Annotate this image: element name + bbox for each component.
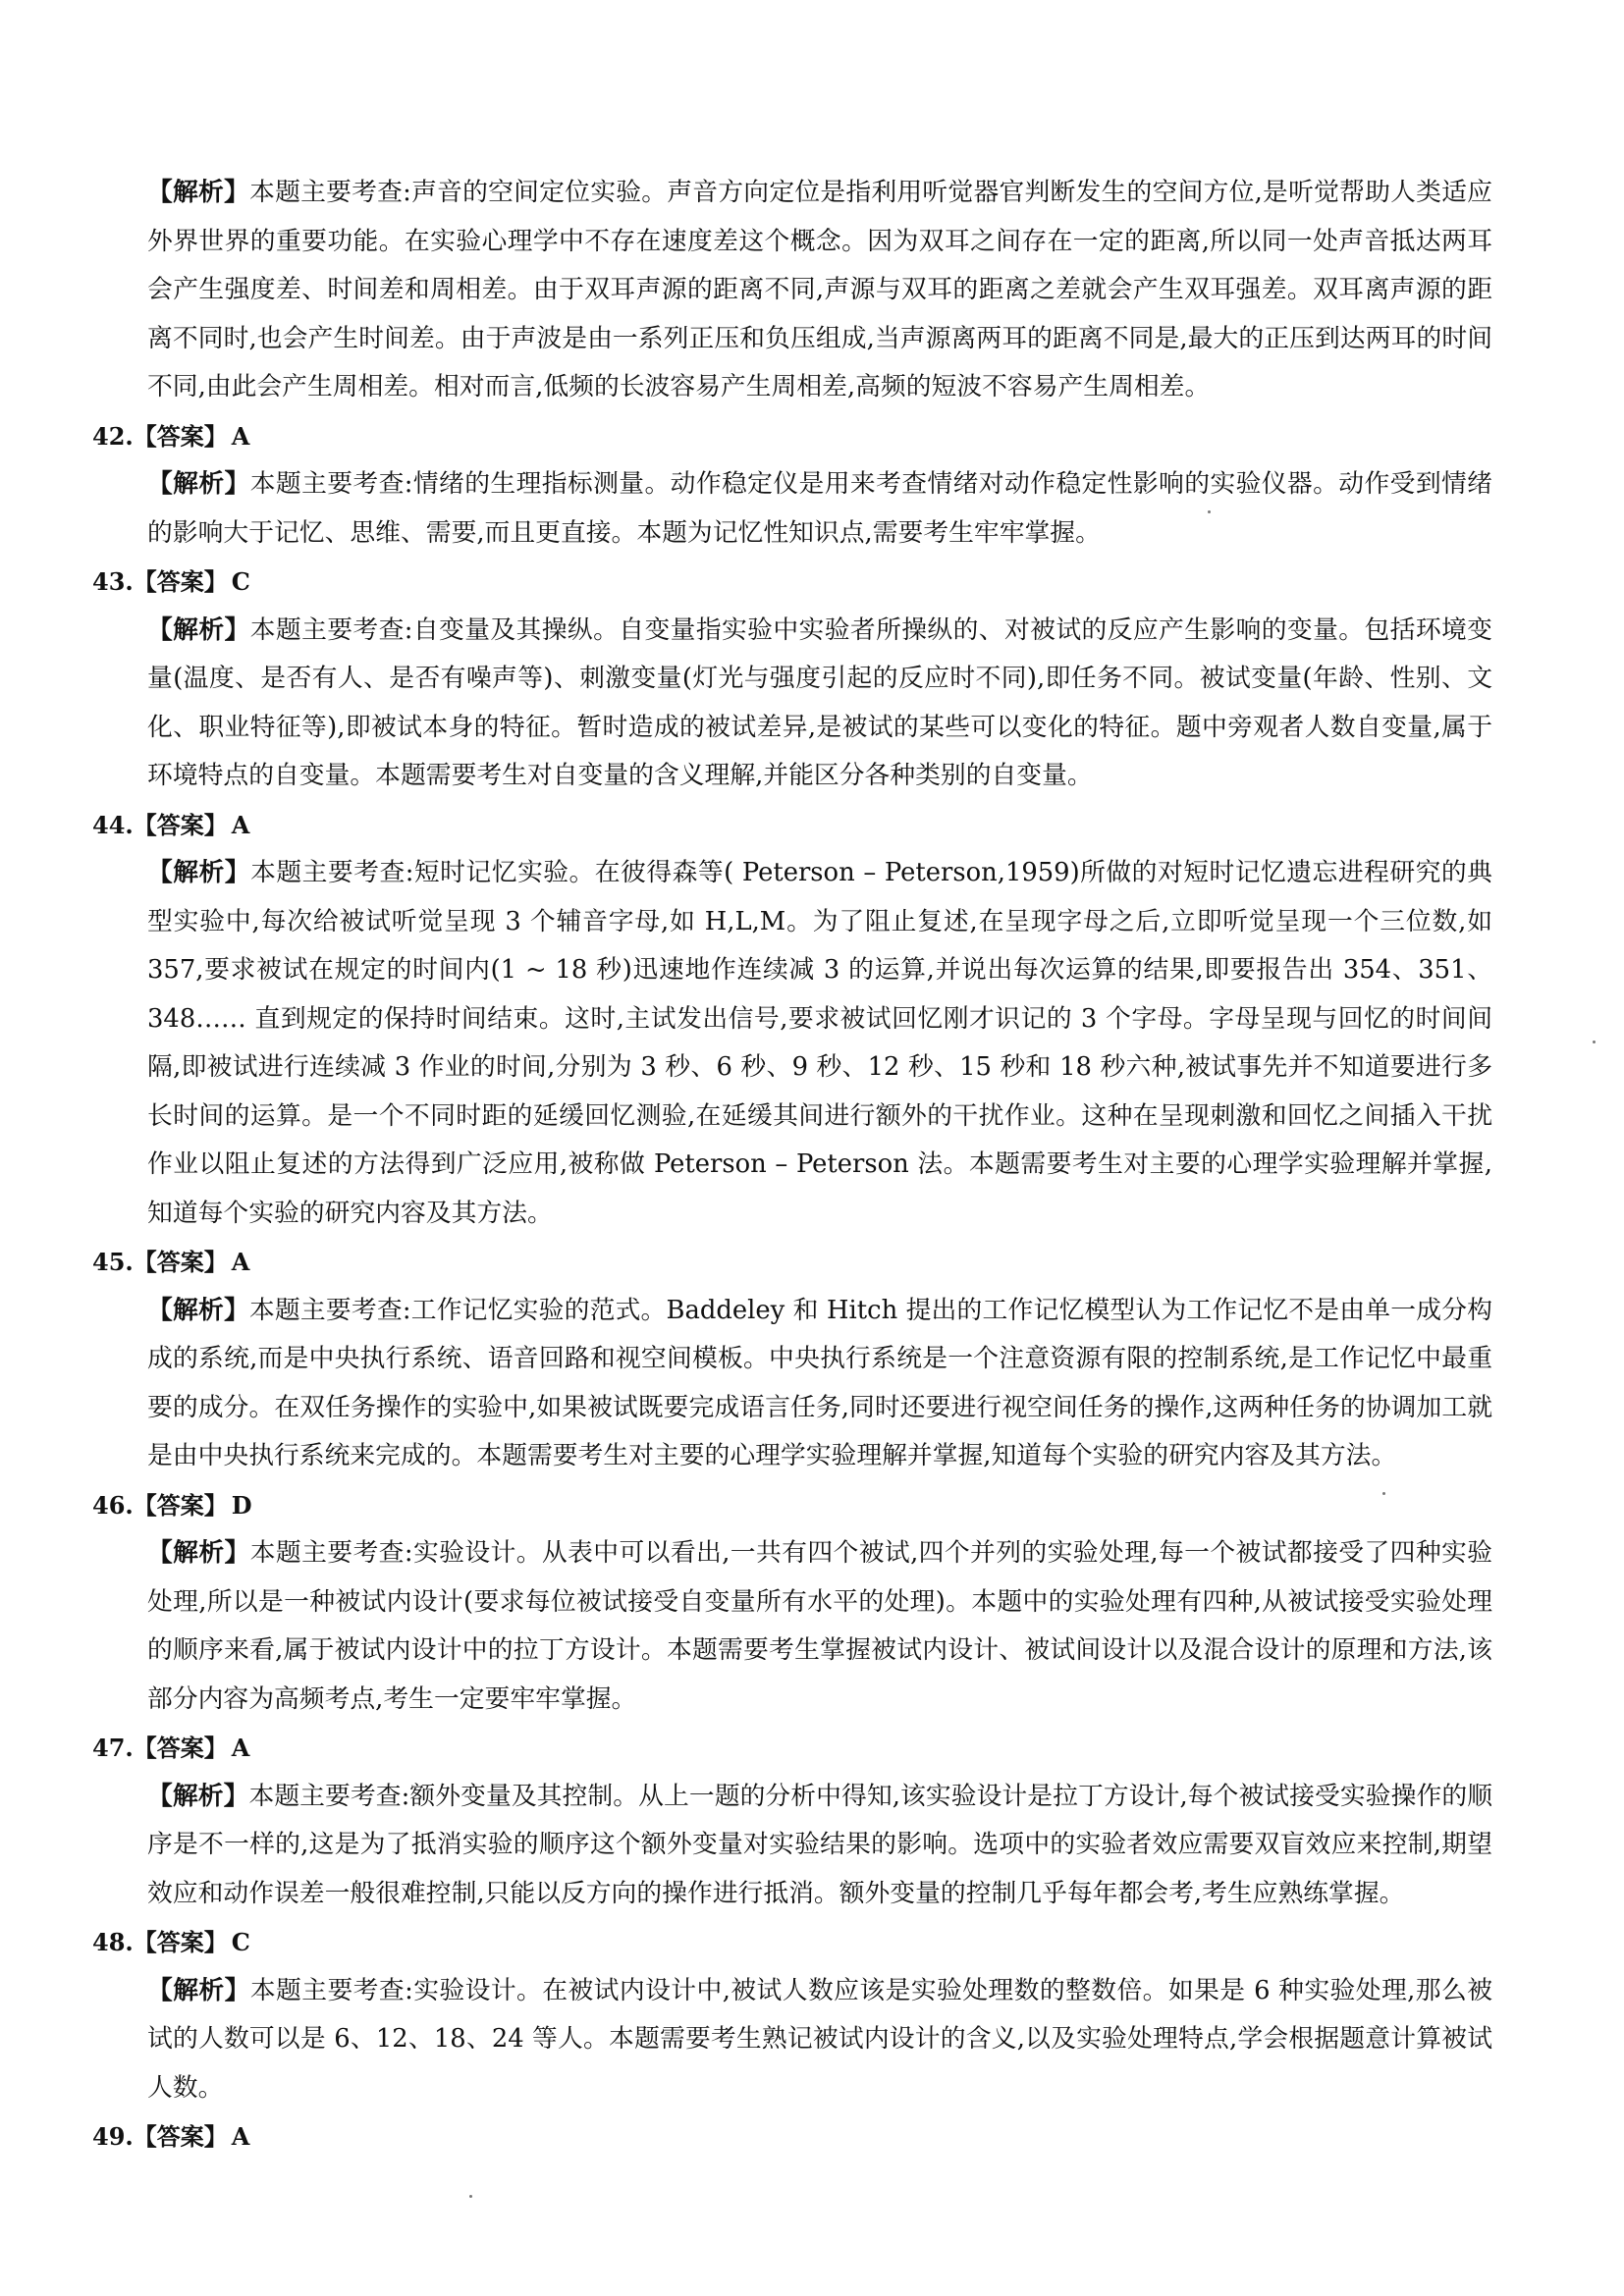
analysis-text: 本题主要考查:工作记忆实验的范式。Baddeley 和 Hitch 提出的工作记忆模型认为工作记忆不是由单一成分构成的系统,而是中央执行系统、语音回路和视空间模板。中央执行系统是一个注意资源有限的控制系统,是工作记忆中最重要的成分。在双任务操作的实验中,如果被试既要完成语言任务,同时还要进行视空间任务的操作,这两种任务的协调加工就是由中央执行系统来完成的。本题需要考生对主要的心理学实验理解并掌握,知道每个实验的研究内容及其方法。 bbox=[147, 1295, 1492, 1470]
analysis-tag: 【解析】 bbox=[147, 1538, 250, 1568]
analysis-text: 本题主要考查:额外变量及其控制。从上一题的分析中得知,该实验设计是拉丁方设计,每个被试接受实验操作的顺序是不一样的,这是为了抵消实验的顺序这个额外变量对实验结果的影响。选项中的实验者效应需要双盲效应来控制,期望效应和动作误差一般很难控制,只能以反方向的操作进行抵消。额外变量的控制几乎每年都会考,考生应熟练掌握。 bbox=[147, 1781, 1492, 1908]
item-41 bbox=[147, 169, 1492, 412]
item-47 bbox=[92, 1724, 1492, 1918]
analysis-text: 本题主要考查:自变量及其操纵。自变量指实验中实验者所操纵的、对被试的反应产生影响的变量。包括环境变量(温度、是否有人、是否有噪声等)、刺激变量(灯光与强度引起的反应时不同),即任务不同。被试变量(年龄、性别、文化、职业特征等),即被试本身的特征。暂时造成的被试差异,是被试的某些可以变化的特征。题中旁观者人数自变量,属于环境特点的自变量。本题需要考生对自变量的含义理解,并能区分各种类别的自变量。 bbox=[147, 614, 1492, 790]
question-number: 49. bbox=[92, 2122, 134, 2151]
answer-line bbox=[92, 1724, 1492, 1773]
item-42 bbox=[92, 412, 1492, 559]
item-44 bbox=[92, 801, 1492, 1239]
question-number: 45. bbox=[92, 1248, 134, 1276]
analysis-tag: 【解析】 bbox=[147, 469, 250, 499]
analysis-text: 本题主要考查:实验设计。在被试内设计中,被试人数应该是实验处理数的整数倍。如果是 6 种实验处理,那么被试的人数可以是 6、12、18、24 等人。本题需要考生熟记被试内设计的含义,以及实验处理特点,学会根据题意计算被试人数。 bbox=[147, 1975, 1492, 2103]
scan-speck bbox=[1208, 510, 1211, 513]
analysis-text: 本题主要考查:短时记忆实验。在彼得森等( Peterson – Peterson,1959)所做的对短时记忆遗忘进程研究的典型实验中,每次给被试听觉呈现 3 个辅音字母,如 H,L,M。为了阻止复述,在呈现字母之后,立即听觉呈现一个三位数,如 357,要求被试在规定的时间内(1 ~ 18 秒)迅速地作连续减 3 的运算,并说出每次运算的结果,即要报告出 354、351、348…… 直到规定的保持时间结束。这时,主试发出信号,要求被试回忆刚才识记的 3 个字母。字母呈现与回忆的时间间隔,即被试进行连续减 3 作业的时间,分别为 3 秒、6 秒、9 秒、12 秒、15 秒和 18 秒六种,被试事先并不知道要进行多长时间的运算。是一个不同时距的延缓回忆测验,在延缓其间进行额外的干扰作业。这种在呈现刺激和回忆之间插入干扰作业以阻止复述的方法得到广泛应用,被称做 Peterson – Peterson 法。本题需要考生对主要的心理学实验理解并掌握,知道每个实验的研究内容及其方法。 bbox=[147, 858, 1492, 1228]
question-number: 43. bbox=[92, 567, 134, 596]
answer-tag: 【答案】 bbox=[133, 1928, 228, 1956]
analysis-text: 本题主要考查:情绪的生理指标测量。动作稳定仪是用来考查情绪对动作稳定性影响的实验仪器。动作受到情绪的影响大于记忆、思维、需要,而且更直接。本题为记忆性知识点,需要考生牢牢掌握。 bbox=[147, 469, 1492, 548]
item-49 bbox=[92, 2112, 1492, 2162]
analysis-paragraph bbox=[147, 849, 1492, 1238]
answer-line bbox=[92, 558, 1492, 607]
answer-tag: 【答案】 bbox=[133, 1490, 228, 1520]
analysis-paragraph bbox=[147, 1529, 1492, 1724]
answer-line bbox=[92, 1238, 1492, 1287]
answer-line bbox=[92, 412, 1492, 461]
analysis-tag: 【解析】 bbox=[147, 1295, 249, 1325]
answer-value: D bbox=[231, 1490, 252, 1520]
answer-line bbox=[92, 2112, 1492, 2162]
answer-tag: 【答案】 bbox=[133, 1734, 228, 1762]
analysis-paragraph bbox=[147, 460, 1492, 558]
answer-value: A bbox=[231, 1734, 250, 1762]
analysis-tag: 【解析】 bbox=[147, 1975, 250, 2005]
scan-speck bbox=[1382, 1492, 1385, 1495]
scan-speck bbox=[1593, 1041, 1596, 1043]
answer-value: A bbox=[231, 1248, 250, 1276]
analysis-tag: 【解析】 bbox=[147, 614, 250, 645]
analysis-text: 本题主要考查:实验设计。从表中可以看出,一共有四个被试,四个并列的实验处理,每一个被试都接受了四种实验处理,所以是一种被试内设计(要求每位被试接受自变量所有水平的处理)。本题中的实验处理有四种,从被试接受实验处理的顺序来看,属于被试内设计中的拉丁方设计。本题需要考生掌握被试内设计、被试间设计以及混合设计的原理和方法,该部分内容为高频考点,考生一定要牢牢掌握。 bbox=[147, 1538, 1492, 1714]
analysis-paragraph bbox=[147, 607, 1492, 801]
item-43 bbox=[92, 558, 1492, 801]
item-48 bbox=[92, 1918, 1492, 2112]
analysis-text: 本题主要考查:声音的空间定位实验。声音方向定位是指利用听觉器官判断发生的空间方位,是听觉帮助人类适应外界世界的重要功能。在实验心理学中不存在速度差这个概念。因为双耳之间存在一定的距离,所以同一处声音抵达两耳会产生强度差、时间差和周相差。由于双耳声源的距离不同,声源与双耳的距离之差就会产生双耳强差。双耳离声源的距离不同时,也会产生时间差。由于声波是由一系列正压和负压组成,当声源离两耳的距离不同是,最大的正压到达两耳的时间不同,由此会产生周相差。相对而言,低频的长波容易产生周相差,高频的短波不容易产生周相差。 bbox=[147, 178, 1492, 401]
answer-tag: 【答案】 bbox=[133, 421, 228, 451]
analysis-paragraph bbox=[147, 1773, 1492, 1919]
analysis-paragraph bbox=[147, 169, 1492, 412]
answer-value: C bbox=[231, 567, 250, 596]
question-number: 44. bbox=[92, 810, 134, 839]
question-number: 48. bbox=[92, 1928, 134, 1956]
item-46 bbox=[92, 1481, 1492, 1725]
answer-line bbox=[92, 1481, 1492, 1530]
item-45 bbox=[92, 1238, 1492, 1481]
answer-tag: 【答案】 bbox=[133, 2122, 228, 2151]
answer-tag: 【答案】 bbox=[133, 567, 228, 596]
question-number: 47. bbox=[92, 1734, 134, 1762]
answer-value: C bbox=[231, 1928, 250, 1956]
answer-value: A bbox=[231, 421, 250, 451]
question-number: 42. bbox=[92, 421, 134, 451]
scan-speck bbox=[469, 2195, 472, 2198]
answer-value: A bbox=[231, 810, 250, 839]
answer-line bbox=[92, 801, 1492, 850]
answer-explanations bbox=[92, 169, 1492, 2162]
analysis-paragraph bbox=[147, 1967, 1492, 2113]
analysis-tag: 【解析】 bbox=[147, 858, 251, 887]
analysis-tag: 【解析】 bbox=[147, 1781, 249, 1811]
answer-tag: 【答案】 bbox=[133, 810, 228, 839]
analysis-tag: 【解析】 bbox=[147, 178, 250, 207]
answer-value: A bbox=[231, 2122, 250, 2151]
question-number: 46. bbox=[92, 1490, 134, 1520]
analysis-paragraph bbox=[147, 1287, 1492, 1481]
answer-tag: 【答案】 bbox=[133, 1248, 228, 1276]
answer-line bbox=[92, 1918, 1492, 1967]
